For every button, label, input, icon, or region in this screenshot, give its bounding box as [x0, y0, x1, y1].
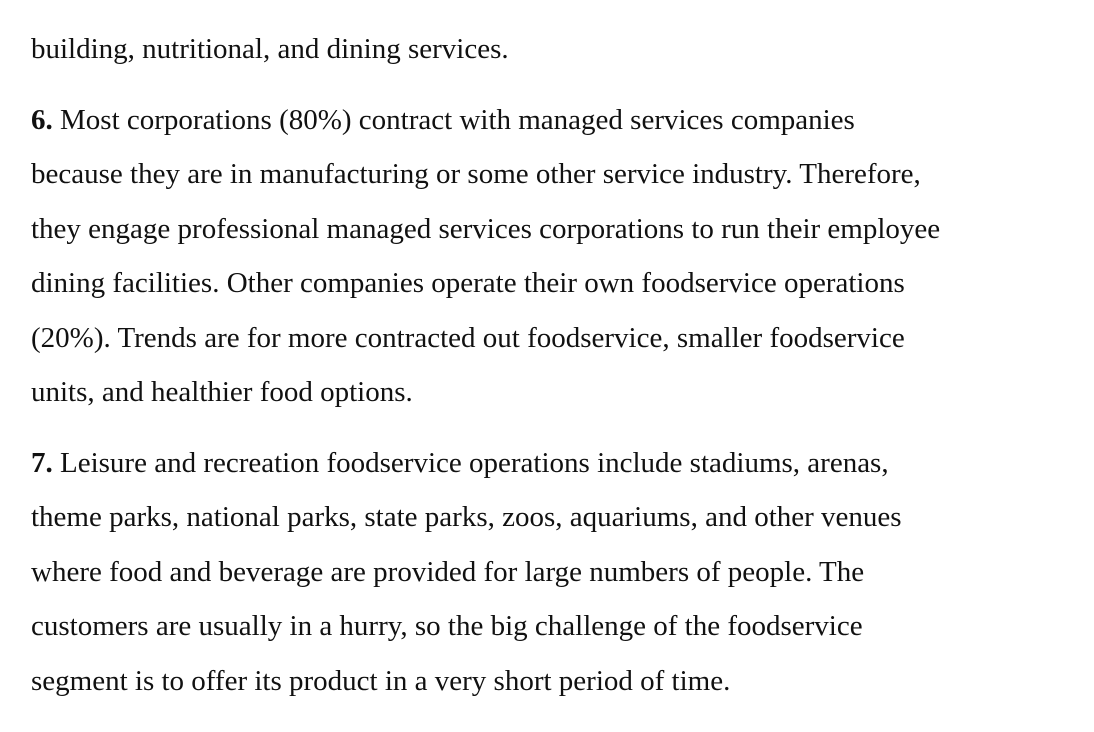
- text-line: units, and healthier food options.: [31, 376, 413, 408]
- paragraph-number: 6.: [31, 103, 53, 136]
- paragraph-number: 7.: [31, 446, 53, 479]
- text-line: theme parks, national parks, state parks, zoos, aquariums, and other venues: [31, 501, 902, 533]
- text-line: segment is to offer its product in a very short period of time.: [31, 664, 731, 697]
- paragraph-6: [31, 93, 1081, 420]
- text-line-content: Most corporations (80%) contract with managed services companies: [52, 103, 855, 136]
- text-line: customers are usually in a hurry, so the big challenge of the foodservice: [31, 610, 863, 642]
- text-line: because they are in manufacturing or some other service industry. Therefore,: [31, 158, 921, 190]
- text-line: dining facilities. Other companies operate their own foodservice operations: [31, 267, 905, 299]
- text-line: [31, 93, 1081, 148]
- text-line: where food and beverage are provided for large numbers of people. The: [31, 555, 865, 588]
- text-line-content: Leisure and recreation foodservice operations include stadiums, arenas,: [52, 446, 889, 479]
- document-body: [31, 22, 1081, 708]
- paragraph-continuation: [31, 22, 1081, 77]
- text-line: [31, 436, 1081, 491]
- paragraph-7: [31, 436, 1081, 709]
- text-line: they engage professional managed services corporations to run their employee: [31, 212, 941, 245]
- text-line: (20%). Trends are for more contracted out foodservice, smaller foodservice: [31, 321, 905, 354]
- text-line: building, nutritional, and dining services.: [31, 33, 509, 65]
